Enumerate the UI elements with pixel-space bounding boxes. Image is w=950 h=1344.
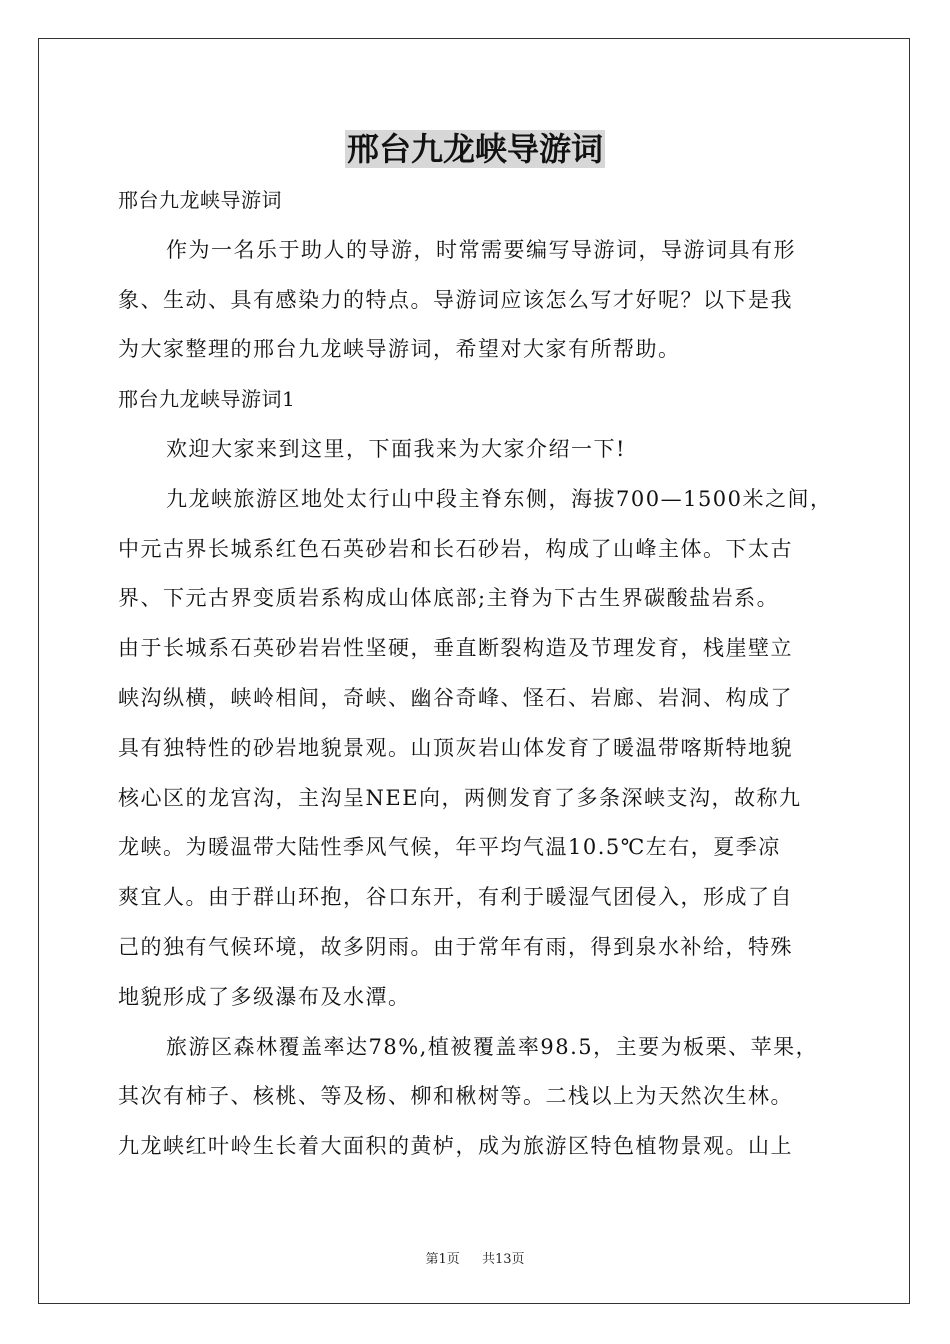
text-line: 九龙峡红叶岭生长着大面积的黄栌，成为旅游区特色植物景观。山上 bbox=[118, 1134, 793, 1159]
text-line: 龙峡。为暖温带大陆性季风气候，年平均气温10.5℃左右，夏季凉 bbox=[118, 835, 781, 860]
text-line: 邢台九龙峡导游词1 bbox=[118, 387, 296, 412]
text-line: 由于长城系石英砂岩岩性坚硬，垂直断裂构造及节理发育，栈崖壁立 bbox=[118, 636, 793, 661]
text-line: 邢台九龙峡导游词 bbox=[118, 188, 282, 212]
document-title-text: 邢台九龙峡导游词 bbox=[346, 130, 603, 168]
page-total: 共13页 bbox=[482, 1252, 525, 1267]
text-line: 核心区的龙宫沟，主沟呈NEE向，两侧发育了多条深峡支沟，故称九 bbox=[118, 785, 802, 810]
text-line: 地貌形成了多级瀑布及水潭。 bbox=[118, 984, 411, 1009]
text-line: 峡沟纵横，峡岭相间，奇峡、幽谷奇峰、怪石、岩廊、岩洞、构成了 bbox=[118, 685, 793, 710]
page-footer bbox=[0, 1248, 950, 1267]
text-line: 其次有柿子、核桃、等及杨、柳和楸树等。二栈以上为天然次生林。 bbox=[118, 1084, 793, 1109]
text-line: 爽宜人。由于群山环抱，谷口东开，有利于暖湿气团侵入，形成了自 bbox=[118, 885, 793, 910]
text-line: 九龙峡旅游区地处太行山中段主脊东侧，海拔700—1500米之间， bbox=[166, 486, 833, 511]
text-line: 为大家整理的邢台九龙峡导游词，希望对大家有所帮助。 bbox=[118, 337, 681, 362]
text-line: 欢迎大家来到这里，下面我来为大家介绍一下! bbox=[166, 436, 626, 461]
text-line: 己的独有气候环境，故多阴雨。由于常年有雨，得到泉水补给，特殊 bbox=[118, 934, 793, 959]
document-body bbox=[118, 176, 842, 1172]
text-line: 旅游区森林覆盖率达78%,植被覆盖率98.5，主要为板栗、苹果， bbox=[166, 1034, 819, 1059]
document-title bbox=[0, 126, 950, 172]
page-number: 第1页 bbox=[425, 1252, 460, 1267]
text-line: 中元古界长城系红色石英砂岩和长石砂岩，构成了山峰主体。下太古 bbox=[118, 536, 793, 561]
text-line: 具有独特性的砂岩地貌景观。山顶灰岩山体发育了暖温带喀斯特地貌 bbox=[118, 735, 793, 760]
text-line: 作为一名乐于助人的导游，时常需要编写导游词，导游词具有形 bbox=[166, 237, 796, 262]
text-line: 界、下元古界变质岩系构成山体底部;主脊为下古生界碳酸盐岩系。 bbox=[118, 586, 780, 611]
text-line: 象、生动、具有感染力的特点。导游词应该怎么写才好呢？以下是我 bbox=[118, 287, 793, 312]
